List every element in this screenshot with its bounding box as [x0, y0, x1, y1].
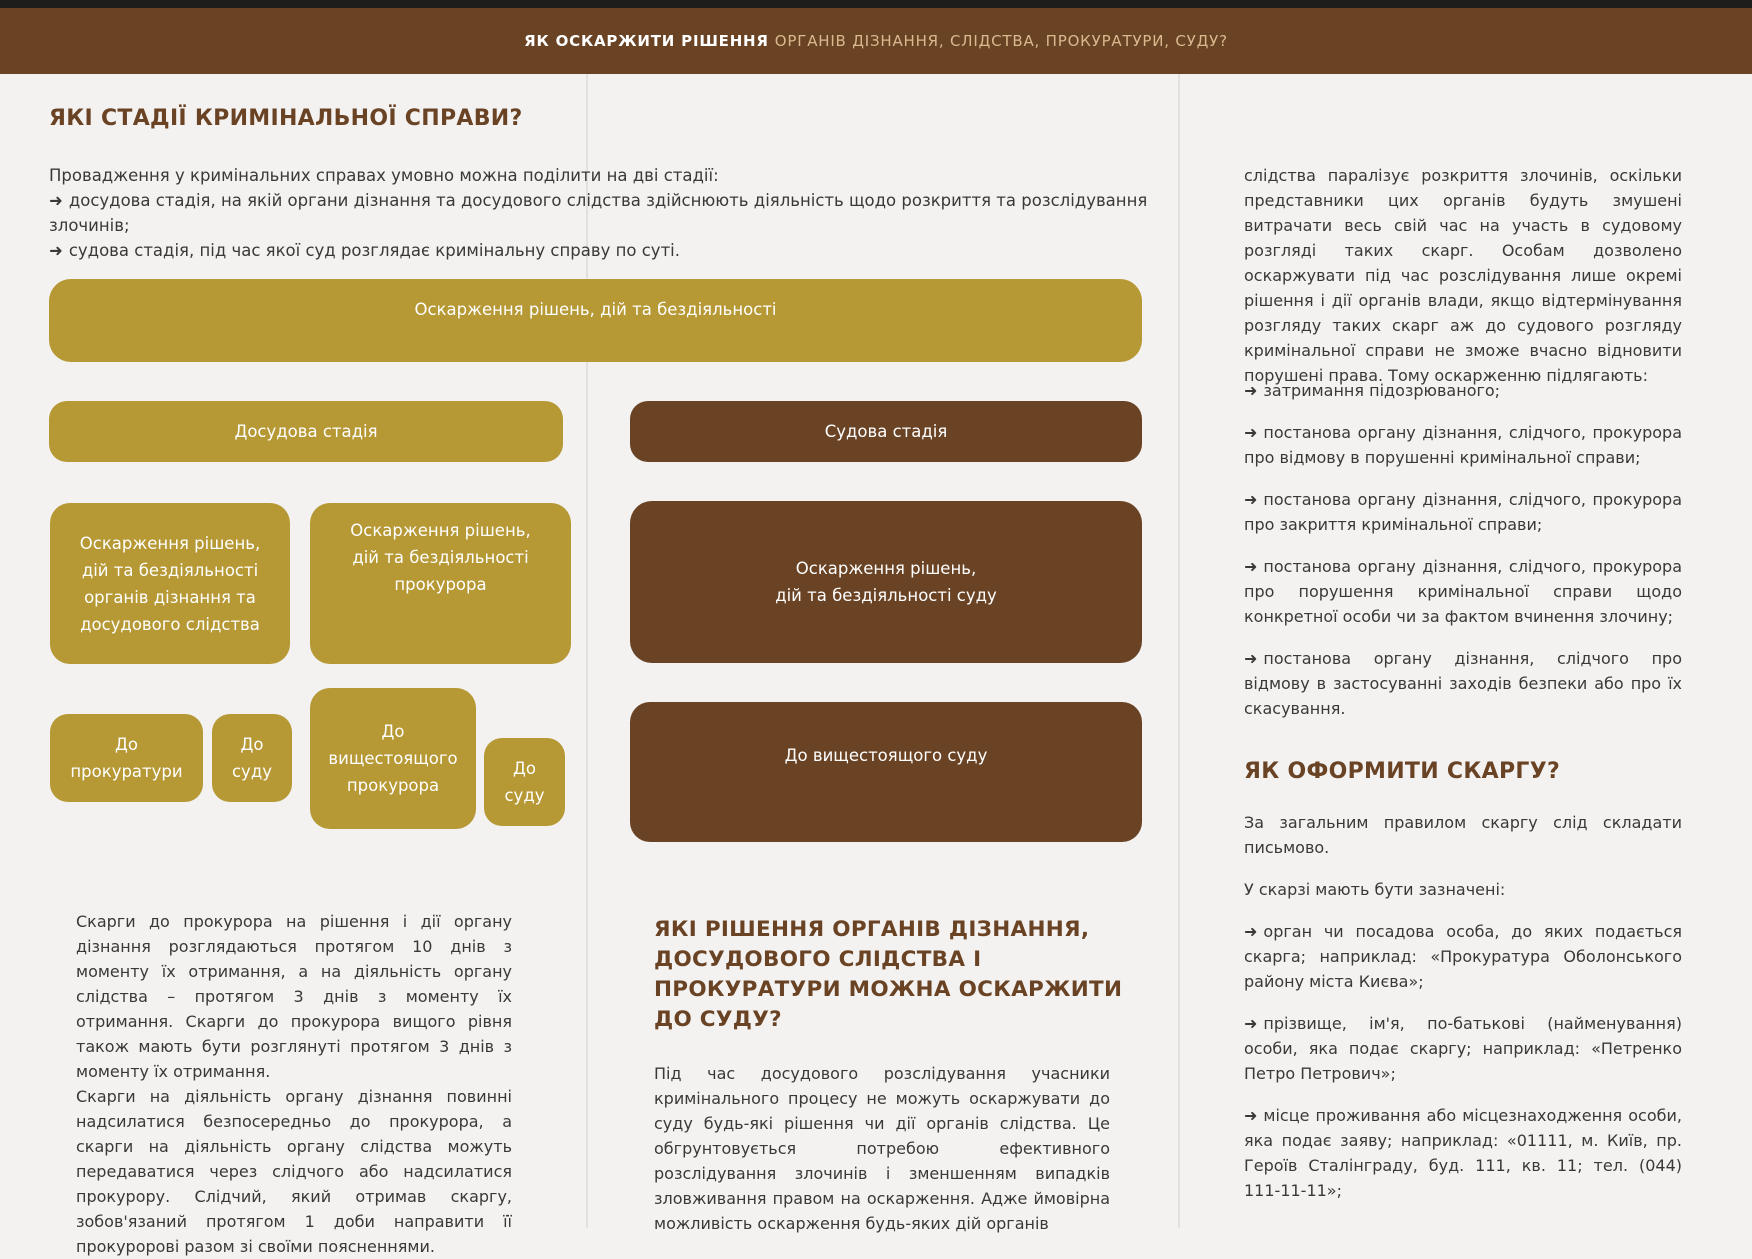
- header-title-part2: ОРГАНІВ ДІЗНАННЯ, СЛІДСТВА, ПРОКУРАТУРИ, СУДУ?: [774, 32, 1228, 50]
- decisions-title: ЯКІ РІШЕННЯ ОРГАНІВ ДІЗНАННЯ, ДОСУДОВОГО СЛІДСТВА І ПРОКУРАТУРИ МОЖНА ОСКАРЖИТИ ДО СУДУ?: [654, 917, 1123, 1032]
- stages-item: ➜ судова стадія, під час якої суд розглядає кримінальну справу по суті.: [49, 241, 681, 260]
- to-higher-court-box: До вищестоящого суду: [630, 702, 1142, 842]
- to-higher-prosecutor-box: До вищестоящого прокурора: [310, 688, 476, 829]
- list-item: ➜ орган чи посадова особа, до яких подається скарга; наприклад: «Прокуратура Оболонського району міста Києва»;: [1244, 922, 1682, 991]
- list-item: ➜ затримання підозрюваного;: [1244, 381, 1501, 400]
- list-item: ➜ постанова органу дізнання, слідчого, прокурора про відмову в порушенні кримінальної справи;: [1244, 423, 1682, 467]
- stages-intro: Провадження у кримінальних справах умовно можна поділити на дві стадії:: [49, 166, 719, 185]
- to-prosecution-box: До прокуратури: [50, 714, 203, 802]
- arrow-right-icon: ➜: [1244, 922, 1258, 941]
- list-item: ➜ постанова органу дізнання, слідчого, прокурора про порушення кримінальної справи щодо конкретної особи чи за фактом вчинення злочину;: [1244, 557, 1682, 626]
- appeal-inquiry-box: Оскарження рішень, дій та бездіяльності органів дізнання та досудового слідства: [50, 503, 290, 664]
- paragraph: Скарги до прокурора на рішення і дії органу дізнання розглядаються протягом 10 днів з моменту їх отримання, а на діяльність органу слідства – протягом 3 днів з моменту їх отримання. Скарги до прокурора вищого рівня також мають бути розглянуті протягом 3 днів з моменту їх отримання.: [76, 912, 512, 1081]
- arrow-right-icon: ➜: [1244, 1106, 1258, 1125]
- to-court-box-1: До суду: [212, 714, 292, 802]
- list-item: ➜ постанова органу дізнання, слідчого про відмову в застосуванні заходів безпеки або про їх скасування.: [1244, 649, 1682, 718]
- arrow-right-icon: ➜: [49, 191, 63, 210]
- arrow-right-icon: ➜: [1244, 557, 1258, 576]
- top-edge: [0, 0, 1752, 8]
- appeal-prosecutor-box: Оскарження рішень, дій та бездіяльності прокурора: [310, 503, 571, 664]
- arrow-right-icon: ➜: [1244, 490, 1258, 509]
- stages-intro-block: [49, 163, 1149, 263]
- paragraph: За загальним правилом скаргу слід складати письмово.: [1244, 813, 1682, 857]
- complaint-text: [1244, 810, 1682, 1220]
- complaint-title: ЯК ОФОРМИТИ СКАРГУ?: [1244, 759, 1561, 784]
- prosecutor-terms-text: [76, 909, 512, 1259]
- list-item: ➜ місце проживання або місцезнаходження особи, яка подає заяву; наприклад: «01111, м. Київ, пр. Героїв Сталінграду, буд. 111, кв. 11; тел. (044) 111-11-11»;: [1244, 1106, 1682, 1200]
- arrow-right-icon: ➜: [1244, 649, 1258, 668]
- pretrial-stage-box: Досудова стадія: [49, 401, 563, 462]
- stages-title: ЯКІ СТАДІЇ КРИМІНАЛЬНОЇ СПРАВИ?: [49, 106, 523, 131]
- paragraph: У скарзі мають бути зазначені:: [1244, 880, 1506, 899]
- trial-stage-box: Судова стадія: [630, 401, 1142, 462]
- arrow-right-icon: ➜: [1244, 381, 1258, 400]
- arrow-right-icon: ➜: [1244, 423, 1258, 442]
- appeal-court-box: Оскарження рішень, дій та бездіяльності суду: [630, 501, 1142, 663]
- list-item: ➜ постанова органу дізнання, слідчого, прокурора про закриття кримінальної справи;: [1244, 490, 1682, 534]
- list-item: ➜ прізвище, ім'я, по-батькові (найменування) особи, яка подає скаргу; наприклад: «Петренко Петро Петрович»;: [1244, 1014, 1682, 1083]
- paragraph: Скарги на діяльність органу дізнання повинні надсилатися безпосередньо до прокурора, а скарги на діяльність органу слідства можуть передаватися через слідчого або надсилатися прокурору. Слідчий, який отримав скаргу, зобов'язаний протягом 1 доби направити її прокуророві разом зі своїми поясненнями.: [76, 1087, 512, 1256]
- fold-line-2: [1178, 74, 1180, 1228]
- stages-item: ➜ досудова стадія, на якій органи дізнання та досудового слідства здійснюють діяльність щодо розкриття та розслідування злочинів;: [49, 191, 1148, 235]
- arrow-right-icon: ➜: [1244, 1014, 1258, 1033]
- diagram-top-box: Оскарження рішень, дій та бездіяльності: [49, 279, 1142, 362]
- decisions-text: Під час досудового розслідування учасники кримінального процесу не можуть оскаржувати до суду будь-які рішення чи дії органів слідства. Це обгрунтовується потребою ефективного розслідування злочинів і зменшенням випадків зловживання правом на оскарження. Адже ймовірна можливість оскарження будь-яких дій органів: [654, 1064, 1110, 1233]
- arrow-right-icon: ➜: [49, 241, 63, 260]
- to-court-box-2: До суду: [484, 738, 565, 826]
- header-title-part1: ЯК ОСКАРЖИТИ РІШЕННЯ: [524, 32, 769, 50]
- appealable-decisions-list: [1244, 378, 1682, 738]
- col3-continuation: слідства паралізує розкриття злочинів, оскільки представники цих органів будуть змушені витрачати весь свій час на участь в судовому розгляді таких скарг. Особам дозволено оскаржувати під час розслідування лише окремі рішення і дії органів влади, якщо відтермінування розгляду таких скарг аж до судового розгляду кримінальної справи не зможе вчасно відновити порушені права. Тому оскарженню підлягають:: [1244, 166, 1682, 385]
- page-header: [0, 8, 1752, 74]
